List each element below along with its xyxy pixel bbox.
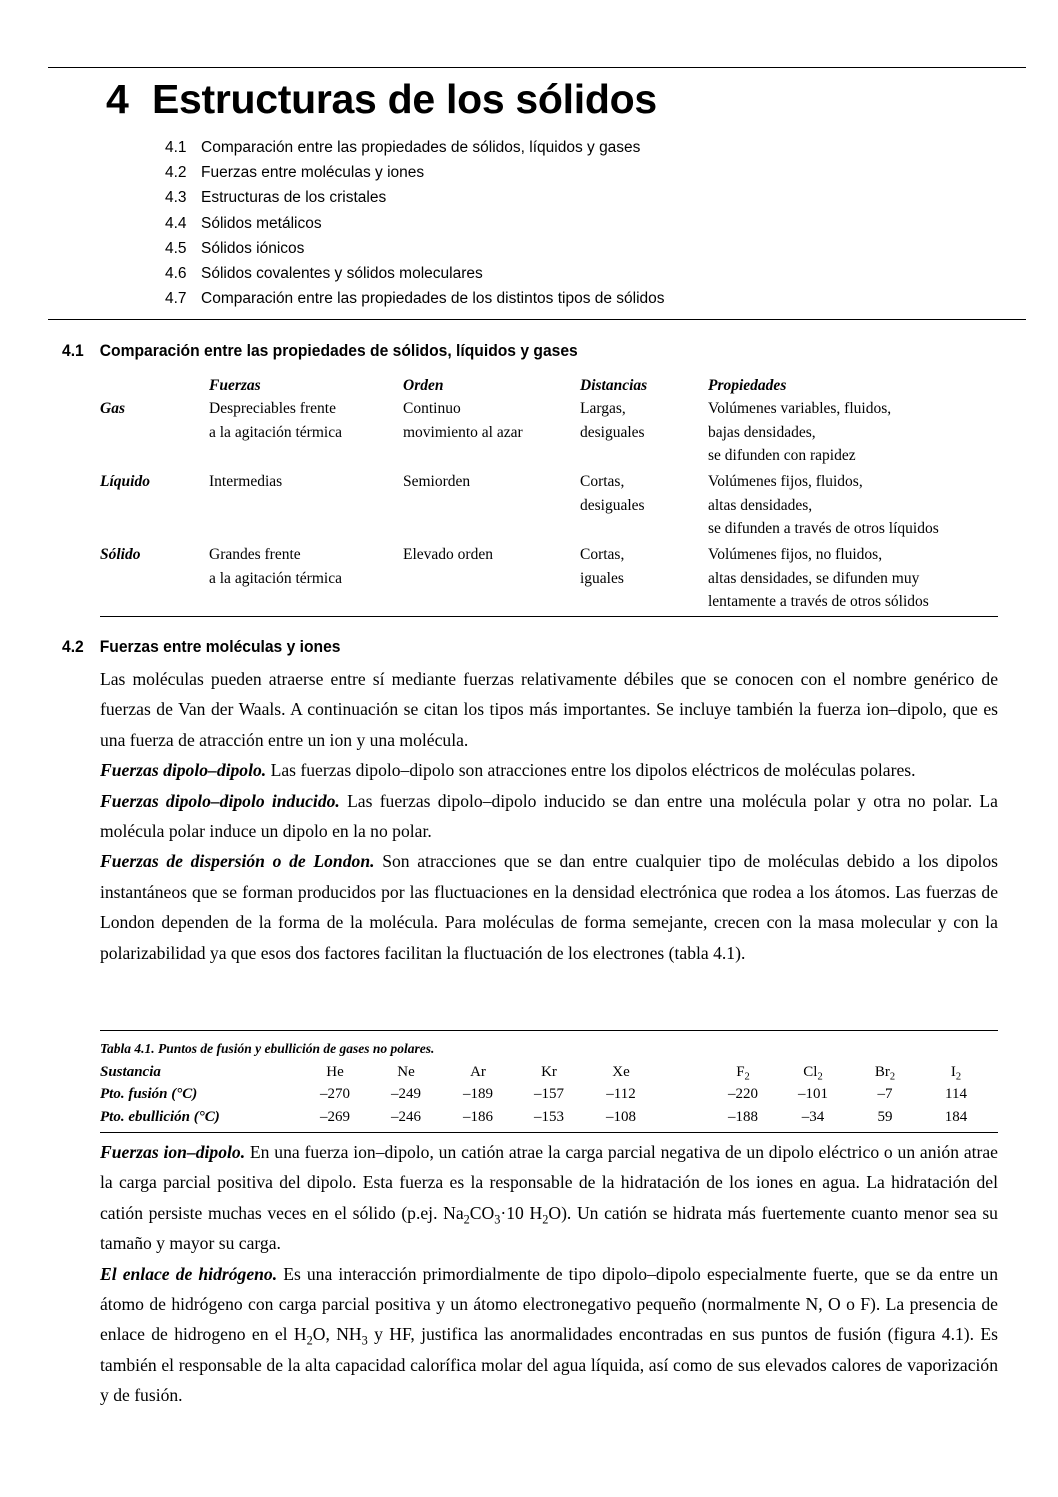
symbol-text: Kr bbox=[541, 1063, 557, 1080]
ebullicion-value: –186 bbox=[463, 1108, 493, 1125]
toc-text: Sólidos metálicos bbox=[201, 214, 322, 232]
cell-line: a la agitación térmica bbox=[209, 569, 342, 587]
toc-number: 4.2 bbox=[165, 164, 187, 182]
ebullicion-value: –188 bbox=[728, 1108, 758, 1125]
formula-part: O bbox=[312, 1324, 326, 1345]
london-lead: Fuerzas de dispersión o de London. bbox=[100, 851, 375, 872]
dipolo-lead: Fuerzas dipolo–dipolo. bbox=[100, 760, 267, 781]
iondipolo-paragraph bbox=[100, 1137, 998, 1259]
chapter-title bbox=[106, 76, 657, 123]
toc-text: Sólidos iónicos bbox=[201, 239, 305, 257]
hidrogeno-lead: El enlace de hidrógeno. bbox=[100, 1263, 278, 1284]
table-row-sustancia bbox=[100, 1061, 998, 1084]
substance-symbol bbox=[591, 1061, 651, 1084]
symbol-text: Ar bbox=[470, 1063, 486, 1080]
chapter-title-text: Estructuras de los sólidos bbox=[152, 76, 657, 122]
symbol-text: Xe bbox=[612, 1063, 630, 1080]
cell-line: altas densidades, bbox=[708, 496, 813, 514]
toc-text: Sólidos covalentes y sólidos moleculares bbox=[201, 265, 483, 283]
fusion-value: –7 bbox=[877, 1086, 893, 1103]
cell-line: Cortas, bbox=[580, 546, 625, 564]
formula-subscript: 2 bbox=[463, 1212, 470, 1227]
fusion-value: –157 bbox=[534, 1086, 564, 1103]
london-text: Son atracciones que se dan entre cualquier tipo de moléculas debido a los dipolos instantáneos que se forman producidos por las fluctuaciones en la densidad electrónica que rodea a los átomos. Las fuerzas de London dependen de la forma de la molécula. Para moléculas de forma semejante, crecen con la masa molecular y con la polarizabilidad ya que esos dos factores facilitan la fluctuación de los electrones (tabla 4.1). bbox=[100, 851, 998, 963]
ebullicion-value: –246 bbox=[391, 1108, 421, 1125]
fusion-value: –270 bbox=[320, 1086, 350, 1103]
toc-number: 4.7 bbox=[165, 290, 187, 308]
row-label: Sustancia bbox=[100, 1063, 161, 1080]
header-propiedades: Propiedades bbox=[708, 377, 787, 394]
toc-text: Estructuras de los cristales bbox=[201, 189, 387, 207]
cell-line: Continuo bbox=[403, 400, 461, 418]
distancias-cell bbox=[580, 397, 645, 444]
toc-number: 4.6 bbox=[165, 265, 187, 283]
section-number: 4.2 bbox=[62, 637, 84, 656]
header-distancias: Distancias bbox=[580, 377, 648, 394]
state-label: Gas bbox=[100, 400, 125, 418]
fusion-value: –189 bbox=[463, 1086, 493, 1103]
section-number: 4.1 bbox=[62, 341, 84, 360]
fusion-value: –220 bbox=[728, 1086, 758, 1103]
hidrogeno-paragraph bbox=[100, 1259, 998, 1411]
cell-line: a la agitación térmica bbox=[209, 423, 342, 441]
fusion-value: –112 bbox=[606, 1086, 636, 1103]
distancias-cell bbox=[580, 470, 645, 517]
table-row-ebullicion bbox=[100, 1106, 998, 1129]
symbol-text: F bbox=[736, 1063, 745, 1080]
toc-number: 4.3 bbox=[165, 189, 187, 207]
symbol-text: Ne bbox=[397, 1063, 415, 1080]
substance-symbol bbox=[448, 1061, 508, 1084]
toc-text: Comparación entre las propiedades de sólidos, líquidos y gases bbox=[201, 139, 641, 156]
symbol-text: He bbox=[326, 1063, 344, 1080]
ebullicion-value: –34 bbox=[801, 1108, 825, 1125]
section-heading-4-1 bbox=[62, 341, 578, 361]
formula-part: CO bbox=[469, 1202, 495, 1223]
cell-line: Largas, bbox=[580, 400, 626, 418]
formula-part: O bbox=[548, 1202, 562, 1223]
toc-text: Comparación entre las propiedades de los distintos tipos de sólidos bbox=[201, 290, 665, 308]
fusion-value: –249 bbox=[391, 1086, 421, 1103]
inducido-lead: Fuerzas dipolo–dipolo inducido. bbox=[100, 790, 340, 811]
toc-bottom-rule bbox=[48, 319, 1026, 320]
dipolo-paragraph bbox=[100, 755, 998, 785]
cell-line: bajas densidades, bbox=[708, 423, 816, 441]
top-rule bbox=[48, 67, 1026, 68]
substance-symbol bbox=[376, 1061, 436, 1084]
substance-symbol bbox=[783, 1061, 843, 1084]
distancias-cell bbox=[580, 543, 624, 590]
substance-symbol bbox=[305, 1061, 365, 1084]
toc-number: 4.1 bbox=[165, 139, 187, 156]
toc-item bbox=[165, 185, 665, 210]
toc-item bbox=[165, 261, 665, 286]
header-fuerzas: Fuerzas bbox=[209, 377, 261, 394]
intro-paragraph: Las moléculas pueden atraerse entre sí mediante fuerzas relativamente débiles que se conocen con el nombre genérico de fuerzas de Van der Waals. A continuación se citan los tipos más importantes. Se incluye también la fuerza ion–dipolo, que es una fuerza de atracción entre un ion y una molécula. bbox=[100, 669, 998, 750]
table-4-1 bbox=[100, 1038, 998, 1128]
ebullicion-value: –153 bbox=[534, 1108, 564, 1125]
toc-item bbox=[165, 236, 665, 261]
cell-line: altas densidades, se difunden muy bbox=[708, 569, 920, 587]
comparison-row-solido bbox=[100, 543, 998, 616]
table-bottom-rule bbox=[100, 1132, 998, 1133]
comparison-header-row bbox=[100, 374, 998, 397]
formula-part: NH bbox=[336, 1324, 362, 1345]
cell-line: lentamente a través de otros sólidos bbox=[708, 593, 929, 611]
fusion-value: 114 bbox=[945, 1086, 967, 1103]
symbol-text: Cl bbox=[803, 1063, 818, 1080]
iondipolo-text-2: ). Un catión se hidrata más fuertemente cuanto menor sea su tamaño y mayor su carga. bbox=[100, 1202, 998, 1254]
toc-item bbox=[165, 286, 665, 311]
formula-part: H bbox=[293, 1324, 307, 1345]
propiedades-cell bbox=[708, 470, 939, 540]
header-orden: Orden bbox=[403, 377, 444, 394]
formula-part: Na bbox=[443, 1202, 464, 1223]
toc-item bbox=[165, 160, 665, 185]
dipolo-text: Las fuerzas dipolo–dipolo son atracciones entre los dipolos eléctricos de moléculas polares. bbox=[270, 760, 916, 781]
fusion-value: –101 bbox=[798, 1086, 828, 1103]
fuerzas-cell bbox=[209, 543, 342, 590]
section-title: Fuerzas entre moléculas y iones bbox=[99, 637, 341, 656]
substance-symbol bbox=[926, 1061, 986, 1084]
cell-line: movimiento al azar bbox=[403, 423, 523, 441]
iondipolo-text-1: En una fuerza ion–dipolo, un catión atrae la carga parcial negativa de un dipolo eléctrico o un anión atrae la carga parcial positiva del dipolo. Esta fuerza es la responsable de la hidratación de los iones en agua. La hidratación del catión persiste muchas veces en el sólido (p.ej. bbox=[100, 1142, 998, 1223]
cell-line: iguales bbox=[580, 569, 624, 587]
hydrate-formula bbox=[443, 1202, 562, 1227]
state-label: Líquido bbox=[100, 473, 150, 491]
cell-line: Volúmenes fijos, fluidos, bbox=[708, 473, 863, 491]
comparison-row-gas bbox=[100, 397, 998, 470]
iondipolo-lead: Fuerzas ion–dipolo. bbox=[100, 1142, 246, 1162]
toc-item bbox=[165, 135, 665, 160]
cell-line: desiguales bbox=[580, 496, 645, 514]
section-4-2-text-continued bbox=[100, 1137, 998, 1411]
orden-cell bbox=[403, 470, 470, 493]
comparison-row-liquido bbox=[100, 470, 998, 543]
fuerzas-cell bbox=[209, 470, 282, 493]
table-caption: Tabla 4.1. Puntos de fusión y ebullición de gases no polares. bbox=[100, 1041, 435, 1056]
ebullicion-value: 184 bbox=[944, 1108, 968, 1125]
cell-line: Semiorden bbox=[403, 473, 471, 491]
ammonia-formula bbox=[336, 1324, 368, 1348]
table-top-rule bbox=[100, 1030, 998, 1031]
cell-line: Grandes frente bbox=[209, 546, 301, 564]
propiedades-cell bbox=[708, 543, 929, 613]
formula-subscript: 2 bbox=[306, 1333, 313, 1348]
inducido-paragraph bbox=[100, 786, 998, 847]
symbol-text: Br bbox=[874, 1063, 890, 1080]
symbol-text: I bbox=[950, 1063, 956, 1080]
substance-symbol bbox=[519, 1061, 579, 1084]
row-label: Pto. ebullición (°C) bbox=[100, 1108, 220, 1125]
cell-line: Cortas, bbox=[580, 473, 625, 491]
cell-line: se difunden a través de otros líquidos bbox=[708, 520, 939, 538]
symbol-subscript: 2 bbox=[955, 1071, 962, 1083]
formula-subscript: 3 bbox=[494, 1212, 501, 1227]
substance-symbol bbox=[713, 1061, 773, 1084]
state-label: Sólido bbox=[100, 546, 141, 564]
toc-number: 4.4 bbox=[165, 214, 187, 232]
symbol-subscript: 2 bbox=[744, 1071, 750, 1083]
orden-cell bbox=[403, 543, 493, 566]
formula-subscript: 3 bbox=[361, 1333, 368, 1348]
section-4-2-text bbox=[100, 664, 998, 968]
cell-line: Volúmenes fijos, no fluidos, bbox=[708, 546, 883, 564]
formula-part: ·10 H bbox=[500, 1202, 543, 1223]
section-heading-4-2 bbox=[62, 637, 341, 657]
london-paragraph bbox=[100, 846, 998, 968]
ebullicion-value: –108 bbox=[606, 1108, 636, 1125]
table-of-contents bbox=[165, 135, 665, 311]
cell-line: Elevado orden bbox=[403, 546, 493, 564]
cell-line: Despreciables frente bbox=[209, 400, 336, 418]
row-label: Pto. fusión (°C) bbox=[100, 1086, 198, 1103]
water-formula bbox=[293, 1324, 326, 1348]
separator-text: , bbox=[325, 1324, 337, 1345]
inducido-text: Las fuerzas dipolo–dipolo inducido se dan entre una molécula polar y otra no polar. La molécula polar induce un dipolo en la no polar. bbox=[100, 790, 998, 842]
cell-line: se difunden con rapidez bbox=[708, 447, 856, 465]
orden-cell bbox=[403, 397, 523, 444]
toc-number: 4.5 bbox=[165, 239, 187, 257]
propiedades-cell bbox=[708, 397, 891, 467]
states-comparison-table bbox=[100, 374, 998, 616]
cell-line: desiguales bbox=[580, 423, 645, 441]
cell-line: Intermedias bbox=[209, 473, 283, 491]
substance-symbol bbox=[855, 1061, 915, 1084]
hidrogeno-text-2: y HF, justifica las anormalidades encontradas en sus puntos de fusión (figura 4.1). Es también el responsable de la alta capacidad calorífica molar del agua líquida, así como de sus elevados calores de vaporización y de fusión. bbox=[100, 1324, 998, 1406]
fuerzas-cell bbox=[209, 397, 342, 444]
ebullicion-value: –269 bbox=[320, 1108, 350, 1125]
ebullicion-value: 59 bbox=[877, 1108, 893, 1125]
symbol-subscript: 2 bbox=[817, 1071, 823, 1083]
hidrogeno-text-1: Es una interacción primordialmente de tipo dipolo–dipolo especialmente fuerte, que se da entre un átomo de hidrógeno con carga parcial positiva y un átomo electronegativo pequeño (normalmente N, O o F). La presencia de enlace de hidrogeno en el bbox=[100, 1263, 998, 1345]
toc-item bbox=[165, 211, 665, 236]
section-title: Comparación entre las propiedades de sólidos, líquidos y gases bbox=[99, 341, 578, 360]
symbol-subscript: 2 bbox=[889, 1071, 896, 1083]
formula-subscript: 2 bbox=[542, 1212, 549, 1227]
cell-line: Volúmenes variables, fluidos, bbox=[708, 400, 892, 418]
chapter-number: 4 bbox=[106, 76, 129, 122]
toc-text: Fuerzas entre moléculas y iones bbox=[201, 164, 425, 182]
table-row-fusion bbox=[100, 1083, 998, 1106]
